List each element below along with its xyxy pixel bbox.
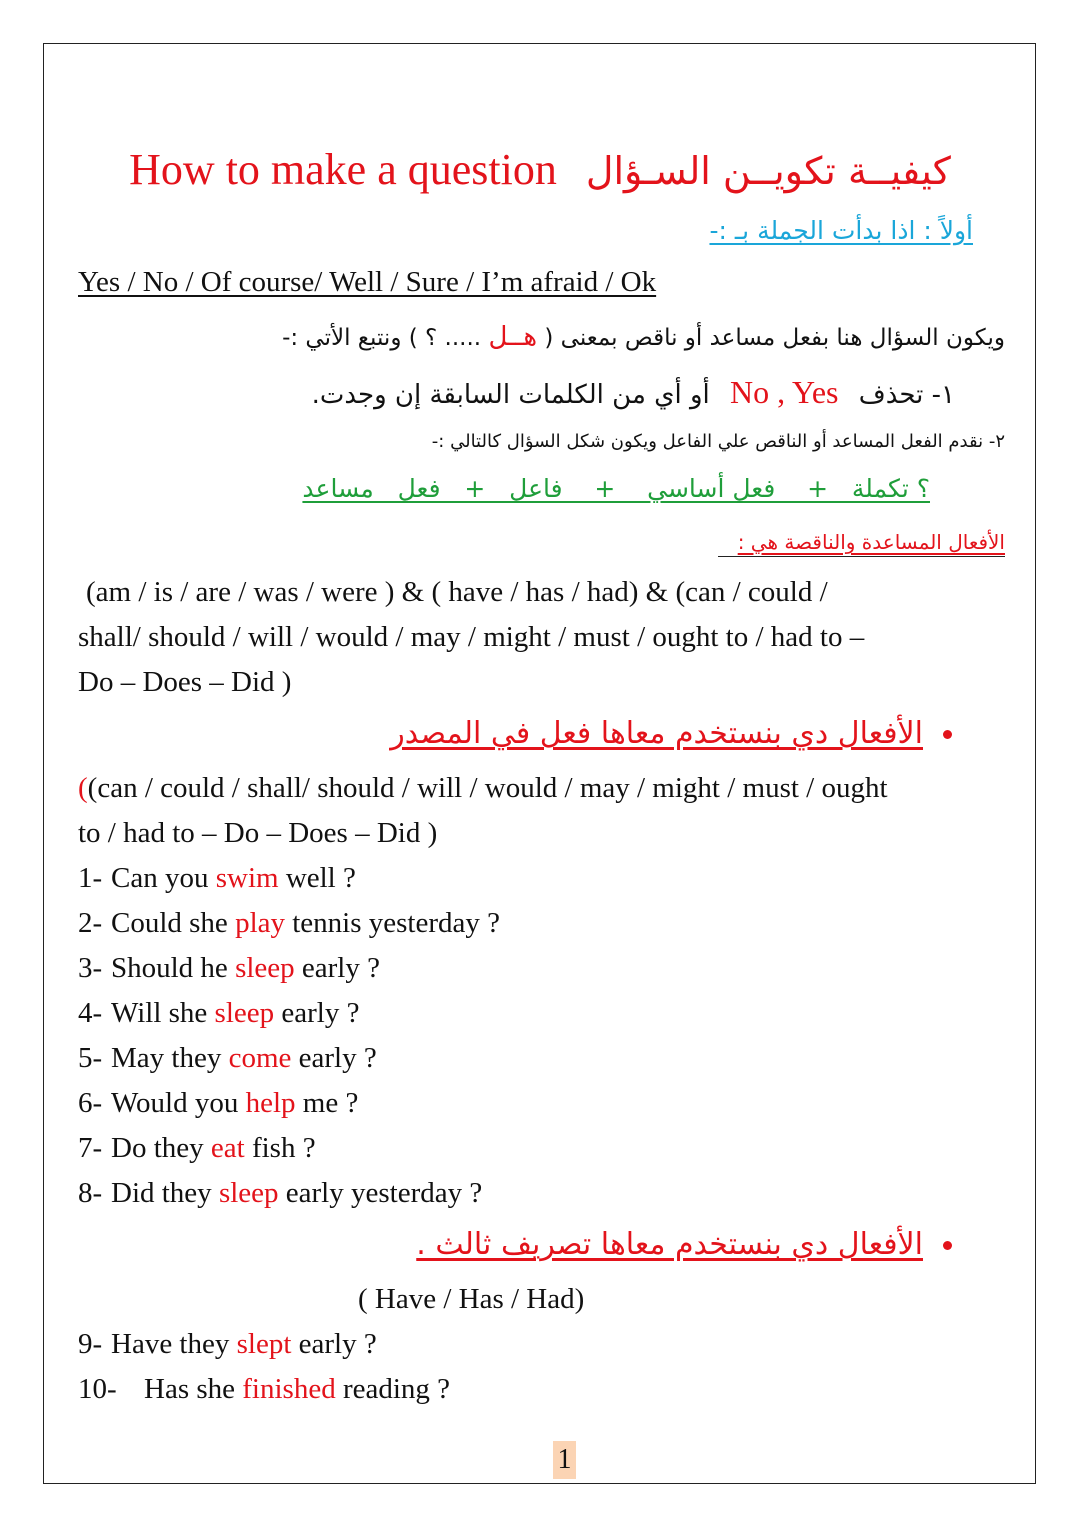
example-8: 8- Did they sleep early yesterday ? <box>78 1177 483 1209</box>
have-list: ( Have / Has / Had) <box>358 1283 585 1315</box>
example-verb: swim <box>215 862 279 894</box>
example-number: 8- <box>78 1177 103 1209</box>
bullet-third-form-text: الأفعال دي بنستخدم معاها تصريف ثالث . <box>416 1227 923 1262</box>
example-verb: sleep <box>235 952 295 984</box>
example-number: 6- <box>78 1087 103 1119</box>
example-verb: finished <box>242 1373 336 1405</box>
aux-list-line-2: shall/ should / will / would / may / might / must / ought to / had to – <box>78 621 865 653</box>
example-verb: eat <box>210 1132 245 1164</box>
explanation-line <box>282 322 1005 352</box>
example-9: 9- Have they slept early ? <box>78 1328 377 1360</box>
example-1: 1- Can you swim well ? <box>78 862 356 894</box>
example-verb: sleep <box>218 1177 279 1209</box>
example-verb: come <box>228 1042 292 1074</box>
example-number: 5- <box>78 1042 103 1074</box>
example-verb: play <box>235 907 285 939</box>
example-2: 2- Could she play tennis yesterday ? <box>78 907 501 939</box>
bullet-infinitive-text: الأفعال دي بنستخدم معاها فعل في المصدر <box>390 716 923 751</box>
bullet-dot <box>943 1241 952 1250</box>
example-number: 2- <box>78 907 103 939</box>
infinitive-list-text-1: (can / could / shall/ should / will / would / may / might / must / ought <box>87 772 888 804</box>
example-5: 5- May they come early ? <box>78 1042 377 1074</box>
example-verb: sleep <box>214 997 275 1029</box>
explanation-before: ويكون السؤال هنا بفعل مساعد أو ناقص بمعنى ( <box>544 325 1005 351</box>
rule-2: ٢- نقدم الفعل المساعد أو الناقص علي الفاعل ويكون شكل السؤال كالتالي :- <box>431 431 1005 452</box>
page-border <box>43 43 1036 1484</box>
example-4: 4- Will she sleep early ? <box>78 997 360 1029</box>
rule-1-prefix: ١- تحذف <box>858 380 955 410</box>
example-number: 4- <box>78 997 103 1029</box>
aux-heading-text: الأفعال المساعدة والناقصة هي : <box>737 530 1005 554</box>
aux-list-line-1: (am / is / are / was / were ) & ( have / has / had) & (can / could / <box>86 576 828 608</box>
example-10: 10- Has she finished reading ? <box>78 1373 451 1405</box>
bullet-dot <box>943 730 952 739</box>
first-heading: أولاً : اذا بدأت الجملة بـ :- <box>709 216 973 245</box>
question-formula: ؟ تكملة + فعل أساسي + فاعل + فعل مساعد <box>302 474 930 503</box>
infinitive-list-line-2: to / had to – Do – Does – Did ) <box>78 817 438 849</box>
rule-1-suffix: أو أي من الكلمات السابقة إن وجدت. <box>311 380 710 410</box>
rule-1 <box>312 374 955 411</box>
example-number: 3- <box>78 952 103 984</box>
infinitive-list-line-1: ((can / could / shall/ should / will / would / may / might / must / ought <box>78 772 888 804</box>
bullet-infinitive <box>390 716 952 751</box>
rule-1-yes-no: No , Yes <box>730 374 839 410</box>
example-3: 3- Should he sleep early ? <box>78 952 380 984</box>
title-arabic: كيفيــة تكويــن السـؤال <box>585 149 951 193</box>
page-number: 1 <box>553 1441 576 1479</box>
explanation-after: ..... ؟ ) ونتبع الأتي :- <box>282 325 482 351</box>
explanation-hal: هــل <box>488 322 538 352</box>
example-verb: slept <box>236 1328 292 1360</box>
bullet-third-form <box>416 1227 952 1262</box>
example-number: 1- <box>78 862 103 894</box>
example-verb: help <box>245 1087 296 1119</box>
example-6: 6- Would you help me ? <box>78 1087 359 1119</box>
example-number: 7- <box>78 1132 103 1164</box>
example-number: 9- <box>78 1328 103 1360</box>
aux-list-line-3: Do – Does – Did ) <box>78 666 292 698</box>
page-title <box>0 144 1080 195</box>
starters-line: Yes / No / Of course/ Well / Sure / I’m afraid / Ok <box>78 266 657 298</box>
example-number: 10- <box>78 1373 117 1405</box>
title-english: How to make a question <box>129 145 557 194</box>
aux-heading <box>718 530 1005 557</box>
example-7: 7- Do they eat fish ? <box>78 1132 316 1164</box>
